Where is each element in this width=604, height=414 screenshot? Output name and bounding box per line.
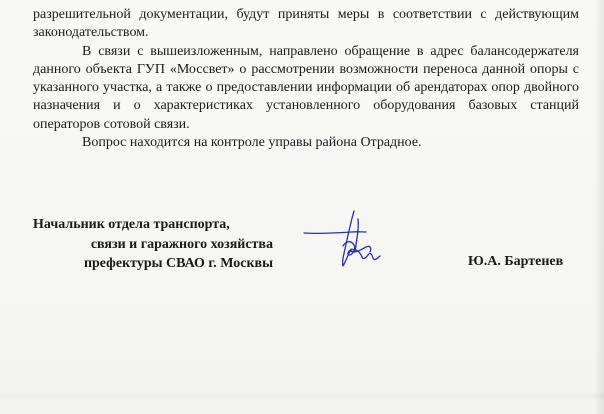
page-edge-shadow bbox=[594, 0, 604, 414]
signature-stroke-upstroke bbox=[343, 211, 354, 266]
signer-position-line-3: префектуры СВАО г. Москвы bbox=[83, 256, 273, 271]
signer-name: Ю.А. Бартенев bbox=[468, 254, 564, 269]
signature-stroke-loop bbox=[343, 242, 380, 260]
signer-position-line-2: связи и гаражного хозяйства bbox=[90, 236, 273, 252]
handwritten-signature bbox=[296, 205, 388, 271]
page-fold bbox=[0, 392, 604, 400]
paragraph-control: Вопрос находится на контроле управы района Отрадное. bbox=[82, 135, 422, 151]
paragraph-appeal: В связи с вышеизложенным, направлено обращение в адрес балансодержателя данного объекта ГУП «Моссвет» о рассмотрении возможности переноса данной опоры с указанного участка, а также о предоставлении информации об арендаторах опор двойного назначения и о характеристиках установленного оборудования базовых станций операторов сотовой связи. bbox=[33, 43, 579, 132]
signer-position bbox=[33, 215, 273, 274]
signature-stroke-flourish bbox=[355, 219, 358, 251]
signature-stroke-main bbox=[304, 232, 366, 234]
letter-body bbox=[33, 6, 579, 152]
signer-position-line-1: Начальник отдела транспорта, bbox=[33, 217, 230, 232]
paragraph-permits: разрешительной документации, будут приняты меры в соответствии с действующим законодательством. bbox=[33, 7, 579, 41]
